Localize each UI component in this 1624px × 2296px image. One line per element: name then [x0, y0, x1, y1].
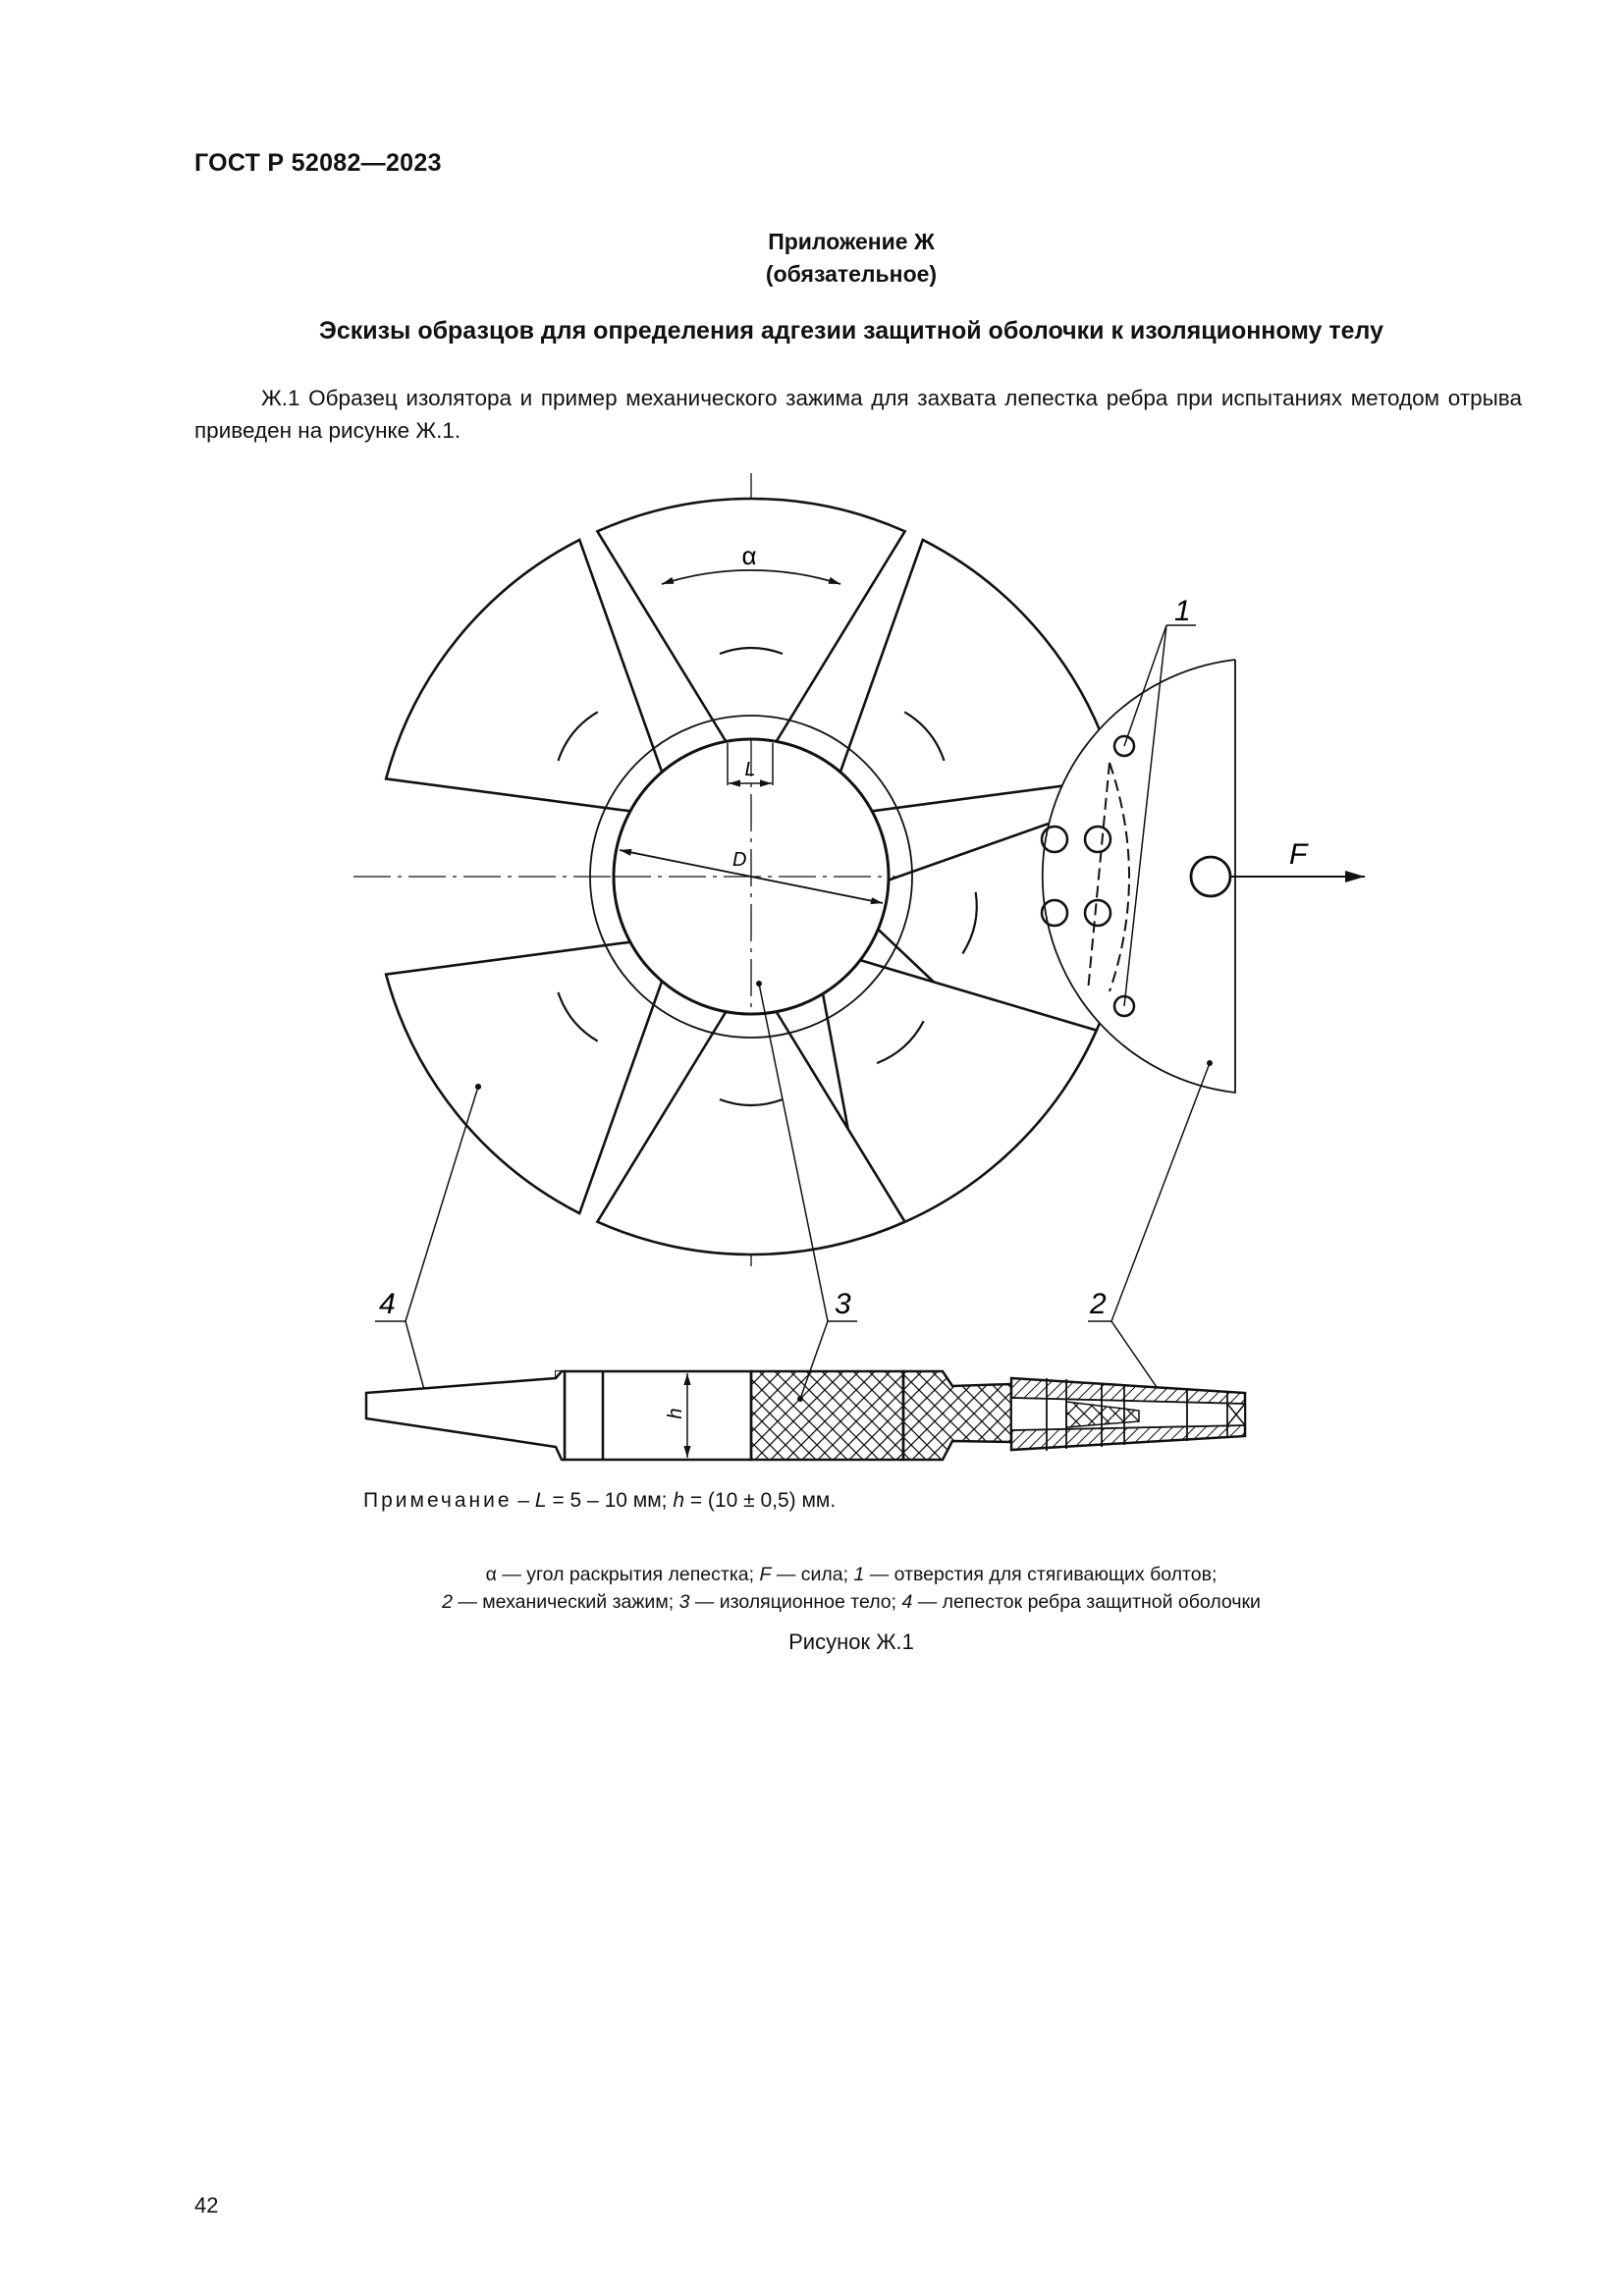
shed-petal	[597, 499, 904, 744]
shed-hub-section	[565, 1371, 751, 1460]
note-prefix: Примечание	[363, 1489, 513, 1512]
force-label: F	[1289, 838, 1308, 871]
shed-taper-section	[903, 1371, 1011, 1460]
body-paragraph: Ж.1 Образец изолятора и пример механического зажима для захвата лепестка ребра при испытаниях методом отрыва приведен на рисунке Ж.1.	[194, 386, 1522, 443]
legend-line-1: α — угол раскрытия лепестка; F — сила; 1 — отверстия для стягивающих болтов;	[485, 1564, 1218, 1585]
note-l-symbol: L	[534, 1489, 547, 1512]
l-label: L	[744, 759, 756, 780]
figure-caption: Рисунок Ж.1	[788, 1629, 914, 1654]
callout-4: 4	[379, 1288, 396, 1320]
figure-note: Примечание – L = 5 – 10 мм; h = (10 ± 0,5) мм.	[363, 1489, 837, 1512]
d-label: D	[732, 849, 747, 871]
annex-name: Приложение Ж	[768, 229, 935, 254]
callout-3: 3	[835, 1288, 851, 1320]
h-label: h	[665, 1408, 686, 1419]
pull-hole	[1191, 857, 1230, 896]
alpha-label: α	[741, 541, 757, 570]
figure-legend	[0, 1561, 1624, 1616]
document-header: ГОСТ Р 52082—2023	[194, 149, 442, 177]
section-view	[366, 1371, 1245, 1460]
page-number: 42	[194, 2193, 219, 2217]
note-h-symbol: h	[673, 1489, 684, 1512]
shed-petal	[386, 941, 663, 1213]
shed-petal	[386, 540, 663, 812]
callout-1: 1	[1174, 595, 1191, 627]
section-title: Эскизы образцов для определения адгезии защитной оболочки к изоляционному телу	[319, 317, 1383, 345]
callout-2: 2	[1090, 1288, 1107, 1320]
legend-line-2: 2 — механический зажим; 3 — изоляционное тело; 4 — лепесток ребра защитной оболочки	[442, 1591, 1261, 1613]
insulating-body-section	[751, 1371, 903, 1460]
annex-status: (обязательное)	[765, 261, 938, 287]
